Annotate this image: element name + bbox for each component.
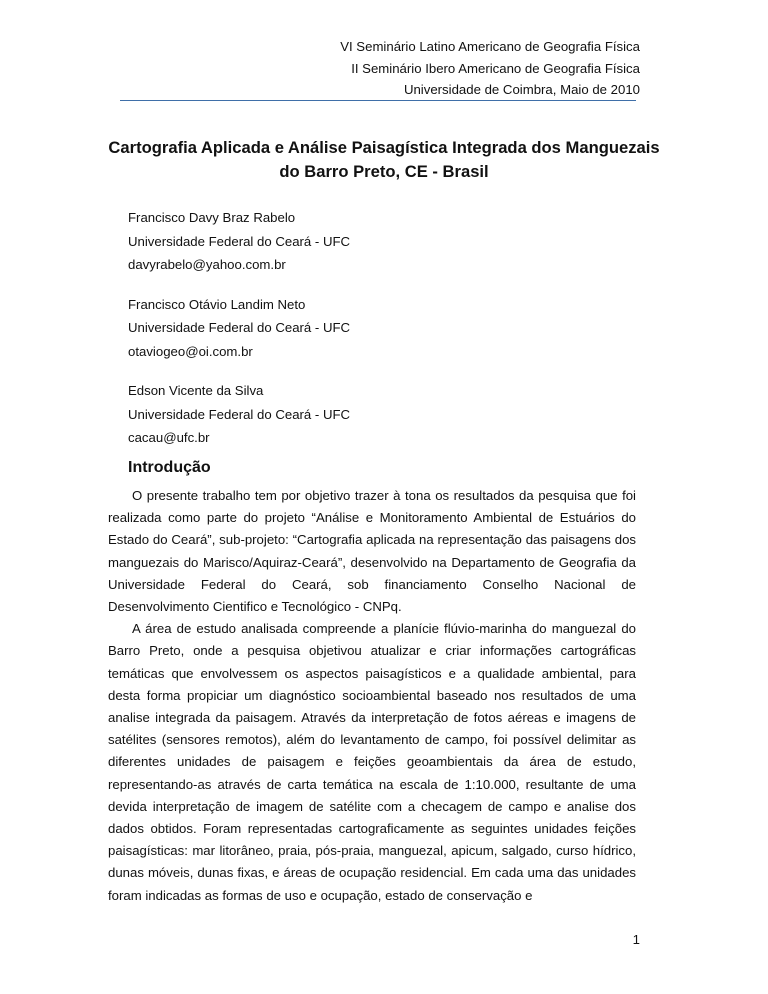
author-block bbox=[128, 379, 350, 450]
author-affiliation: Universidade Federal do Ceará - UFC bbox=[128, 233, 351, 249]
section-heading: Introdução bbox=[128, 459, 211, 476]
running-header bbox=[340, 36, 640, 101]
paragraph: O presente trabalho tem por objetivo trazer à tona os resultados da pesquisa que foi realizada como parte do projeto “Análise e Monitoramento Ambiental de Estuários do Estado do Ceará”, sub-projeto: “Cartografia aplicada na representação das paisagens dos manguezais do Marisco/Aquiraz-Ceará”, desenvolvido na Departamento de Geografia da Universidade Federal do Ceará, sob financiamento Conselho Nacional de Desenvolvimento Cientifico e Tecnológico - CNPq. bbox=[108, 488, 636, 615]
author-block bbox=[128, 293, 350, 364]
header-line-venue-date: Universidade de Coimbra, Maio de 2010 bbox=[403, 82, 640, 97]
header-line-seminar-ibero: II Seminário Ibero Americano de Geografia Física bbox=[351, 60, 640, 76]
header-divider bbox=[120, 100, 636, 101]
title-line-1: Cartografia Aplicada e Análise Paisagística Integrada dos Manguezais bbox=[108, 138, 660, 157]
author-email: otaviogeo@oi.com.br bbox=[128, 343, 253, 359]
author-name: Francisco Davy Braz Rabelo bbox=[128, 210, 296, 225]
author-list bbox=[128, 206, 350, 466]
author-email: davyrabelo@yahoo.com.br bbox=[128, 257, 286, 272]
page-number: 1 bbox=[632, 932, 640, 947]
paragraph: A área de estudo analisada compreende a planície flúvio-marinha do manguezal do Barro Preto, onde a pesquisa objetivou atualizar e criar informações cartográficas temáticas que envolvessem os aspectos paisagísticos e a qualidade ambiental, para desta forma propiciar um diagnóstico socioambiental baseado nos resultados de uma analise integrada da paisagem. Através da interpretação de fotos aéreas e imagens de satélites (sensores remotos), além do levantamento de campo, foi possível delimitar as diferentes unidades de paisagem e feições geoambientais da área de estudo, representando-as através de carta temática na escala de 1:10.000, resultante de uma devida interpretação de imagem de satélite com a checagem de campo e analise dos dados obtidos. Foram representadas cartograficamente as seguintes unidades feições paisagísticas: mar litorâneo, praia, pós-praia, manguezal, apicum, salgado, curso hídrico, dunas móveis, dunas fixas, e áreas de ocupação residencial. Em cada uma das unidades foram indicadas as formas de uso e ocupação, estado de conservação e bbox=[108, 621, 636, 903]
author-affiliation: Universidade Federal do Ceará - UFC bbox=[128, 406, 351, 422]
paper-title bbox=[100, 136, 668, 184]
section-body bbox=[108, 485, 636, 907]
title-line-2: do Barro Preto, CE - Brasil bbox=[279, 162, 489, 181]
author-email: cacau@ufc.br bbox=[128, 430, 210, 445]
author-name: Edson Vicente da Silva bbox=[128, 383, 264, 398]
author-block bbox=[128, 206, 350, 277]
author-name: Francisco Otávio Landim Neto bbox=[128, 296, 306, 312]
header-line-seminar-latino: VI Seminário Latino Americano de Geografia Física bbox=[340, 39, 640, 54]
author-affiliation: Universidade Federal do Ceará - UFC bbox=[128, 320, 351, 335]
